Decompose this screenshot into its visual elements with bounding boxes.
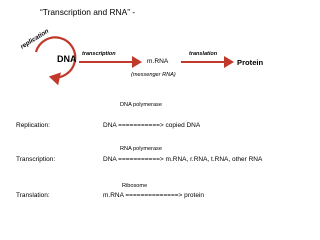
enzyme-label-replication: DNA polymerase: [120, 102, 162, 108]
equation-translation: m.RNA ==============> protein: [103, 192, 205, 199]
dna-label: DNA: [57, 54, 77, 64]
mrna-label: m.RNA: [147, 58, 169, 65]
central-dogma-diagram: [0, 0, 300, 90]
replication-label: replication: [19, 27, 51, 51]
row-label-transcription: Transcription:: [16, 156, 56, 163]
messenger-rna-label: (messenger RNA): [131, 72, 176, 78]
equation-replication: DNA ===========> copied DNA: [103, 122, 201, 129]
equation-transcription: DNA ===========> m.RNA, r.RNA, t.RNA, other RNA: [103, 156, 263, 163]
row-label-translation: Translation:: [16, 192, 50, 199]
row-label-replication: Replication:: [16, 122, 50, 129]
slide-title: “Transcription and RNA” -: [40, 7, 136, 17]
protein-label: Protein: [237, 58, 264, 67]
translation-label: translation: [189, 51, 218, 57]
enzyme-label-transcription: RNA polymerase: [120, 146, 162, 152]
enzyme-label-translation: Ribosome: [122, 183, 148, 189]
transcription-label: transcription: [82, 51, 116, 57]
